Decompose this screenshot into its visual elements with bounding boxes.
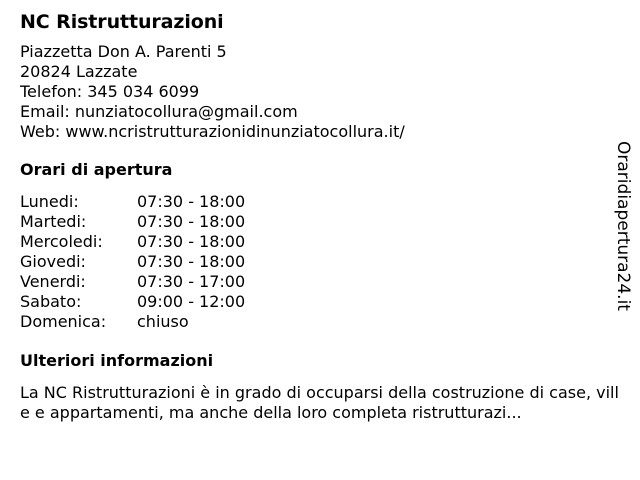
business-name: NC Ristrutturazioni <box>20 11 224 33</box>
hours-row-wednesday <box>20 232 245 252</box>
address-line: Piazzetta Don A. Parenti 5 <box>20 42 227 61</box>
contact-block <box>20 42 620 142</box>
day-label: Giovedi: <box>20 252 86 271</box>
day-label: Mercoledi: <box>20 232 103 251</box>
day-label: Martedi: <box>20 212 87 231</box>
time-value: 07:30 - 18:00 <box>137 252 246 271</box>
time-value: 07:30 - 18:00 <box>137 212 246 231</box>
opening-hours-table <box>20 192 245 332</box>
day-label: Venerdi: <box>20 272 86 291</box>
phone-line: Telefon: 345 034 6099 <box>20 82 200 101</box>
city-line: 20824 Lazzate <box>20 62 138 81</box>
more-info-heading: Ulteriori informazioni <box>20 351 214 370</box>
website-line: Web: www.ncristrutturazionidinunziatocollura.it/ <box>20 122 405 141</box>
hours-row-monday <box>20 192 245 212</box>
hours-row-thursday <box>20 252 245 272</box>
day-label: Sabato: <box>20 292 82 311</box>
hours-row-sunday <box>20 312 245 332</box>
hours-row-saturday <box>20 292 245 312</box>
hours-row-tuesday <box>20 212 245 232</box>
side-brand-text: Oraridiapertura24.it <box>613 141 633 311</box>
business-card <box>20 10 620 423</box>
time-value: 07:30 - 18:00 <box>137 192 246 211</box>
day-label: Domenica: <box>20 312 107 331</box>
email-line: Email: nunziatocollura@gmail.com <box>20 102 298 121</box>
time-value: 07:30 - 18:00 <box>137 232 246 251</box>
opening-hours-heading: Orari di apertura <box>20 160 173 179</box>
hours-row-friday <box>20 272 245 292</box>
time-value: 09:00 - 12:00 <box>137 292 246 311</box>
day-label: Lunedi: <box>20 192 79 211</box>
time-value: chiuso <box>137 312 189 331</box>
more-info-text: La NC Ristrutturazioni è in grado di occuparsi della costruzione di case, ville e appartamenti, ma anche della loro completa ristrutturazi... <box>20 383 619 422</box>
time-value: 07:30 - 17:00 <box>137 272 246 291</box>
